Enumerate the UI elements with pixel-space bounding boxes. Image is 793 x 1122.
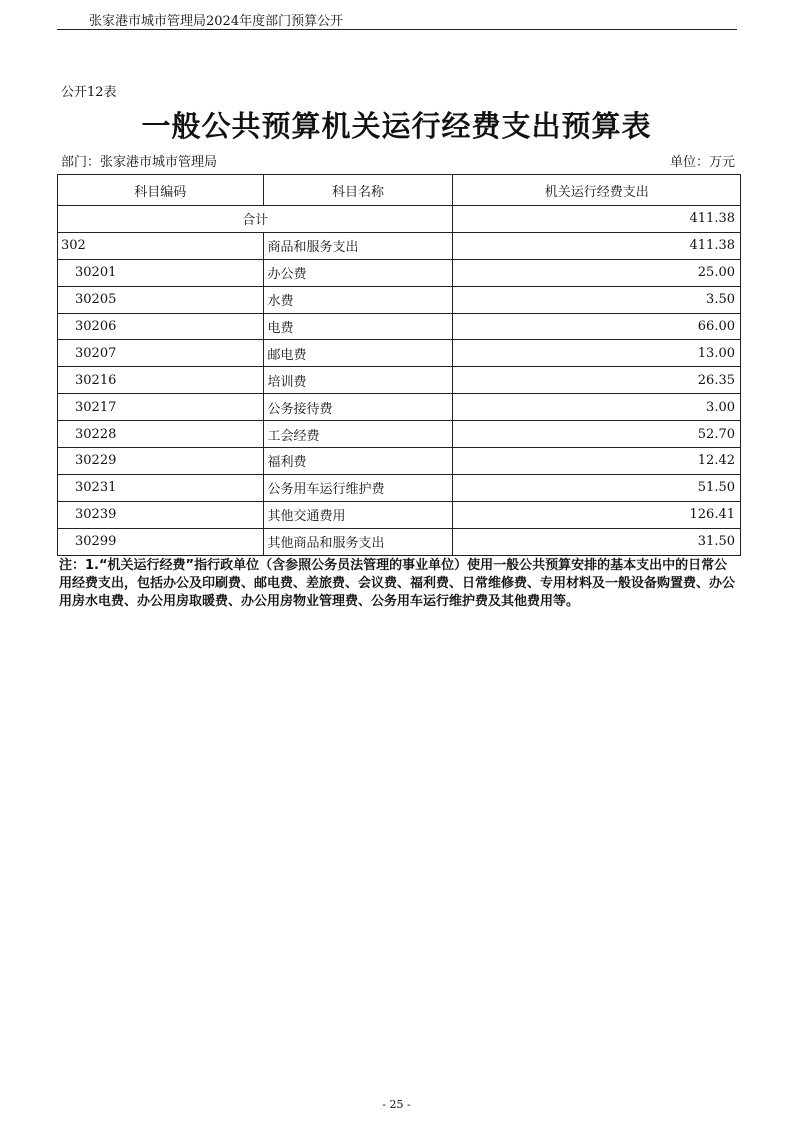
row-name: 邮电费 xyxy=(263,340,453,367)
table-row xyxy=(58,528,741,555)
row-name: 公务用车运行维护费 xyxy=(263,474,453,501)
row-code: 30229 xyxy=(58,448,264,475)
row-code: 30239 xyxy=(58,501,264,528)
budget-table xyxy=(57,174,741,556)
table-row xyxy=(58,474,741,501)
total-row xyxy=(58,206,741,233)
row-name: 其他商品和服务支出 xyxy=(263,528,453,555)
row-code: 30207 xyxy=(58,340,264,367)
table-row xyxy=(58,313,741,340)
row-amount: 12.42 xyxy=(453,448,741,475)
row-amount: 3.50 xyxy=(453,286,741,313)
row-name: 培训费 xyxy=(263,367,453,394)
table-number: 公开12表 xyxy=(61,85,117,100)
row-code: 30217 xyxy=(58,394,264,421)
table-row xyxy=(58,232,741,259)
table-row xyxy=(58,501,741,528)
row-amount: 26.35 xyxy=(453,367,741,394)
header-code: 科目编码 xyxy=(58,175,264,206)
table-header-row xyxy=(58,175,741,206)
row-code: 30299 xyxy=(58,528,264,555)
total-label: 合计 xyxy=(58,206,453,233)
table-row xyxy=(58,367,741,394)
page-title: 一般公共预算机关运行经费支出预算表 xyxy=(141,109,652,143)
row-amount: 31.50 xyxy=(453,528,741,555)
row-code: 30216 xyxy=(58,367,264,394)
table-row xyxy=(58,448,741,475)
row-code: 30228 xyxy=(58,421,264,448)
row-amount: 51.50 xyxy=(453,474,741,501)
row-name: 水费 xyxy=(263,286,453,313)
row-amount: 3.00 xyxy=(453,394,741,421)
header-name: 科目名称 xyxy=(263,175,453,206)
department-label: 部门：张家港市城市管理局 xyxy=(61,155,218,170)
row-name: 电费 xyxy=(263,313,453,340)
row-name: 商品和服务支出 xyxy=(263,232,453,259)
header-divider xyxy=(57,29,737,30)
row-code: 30231 xyxy=(58,474,264,501)
row-amount: 126.41 xyxy=(453,501,741,528)
table-row xyxy=(58,259,741,286)
row-name: 福利费 xyxy=(263,448,453,475)
table-row xyxy=(58,286,741,313)
row-code: 30201 xyxy=(58,259,264,286)
row-code: 30206 xyxy=(58,313,264,340)
total-amount: 411.38 xyxy=(453,206,741,233)
row-code: 30205 xyxy=(58,286,264,313)
row-amount: 52.70 xyxy=(453,421,741,448)
document-header: 张家港市城市管理局2024年度部门预算公开 xyxy=(89,14,344,29)
row-code: 302 xyxy=(58,232,264,259)
footnote: 注：1.“机关运行经费”指行政单位（含参照公务员法管理的事业单位）使用一般公共预算安排的基本支出中的日常公用经费支出，包括办公及印刷费、邮电费、差旅费、会议费、福利费、日常维修费、专用材料及一般设备购置费、办公用房水电费、办公用房取暖费、办公用房物业管理费、公务用车运行维护费及其他费用等。 xyxy=(59,558,736,609)
row-name: 工会经费 xyxy=(263,421,453,448)
header-amount: 机关运行经费支出 xyxy=(453,175,741,206)
table-row xyxy=(58,394,741,421)
table-row xyxy=(58,340,741,367)
row-name: 办公费 xyxy=(263,259,453,286)
row-name: 其他交通费用 xyxy=(263,501,453,528)
unit-label: 单位：万元 xyxy=(669,155,735,170)
row-amount: 411.38 xyxy=(453,232,741,259)
row-amount: 66.00 xyxy=(453,313,741,340)
page-number: - 25 - xyxy=(382,1098,411,1111)
row-amount: 25.00 xyxy=(453,259,741,286)
row-name: 公务接待费 xyxy=(263,394,453,421)
table-row xyxy=(58,421,741,448)
row-amount: 13.00 xyxy=(453,340,741,367)
